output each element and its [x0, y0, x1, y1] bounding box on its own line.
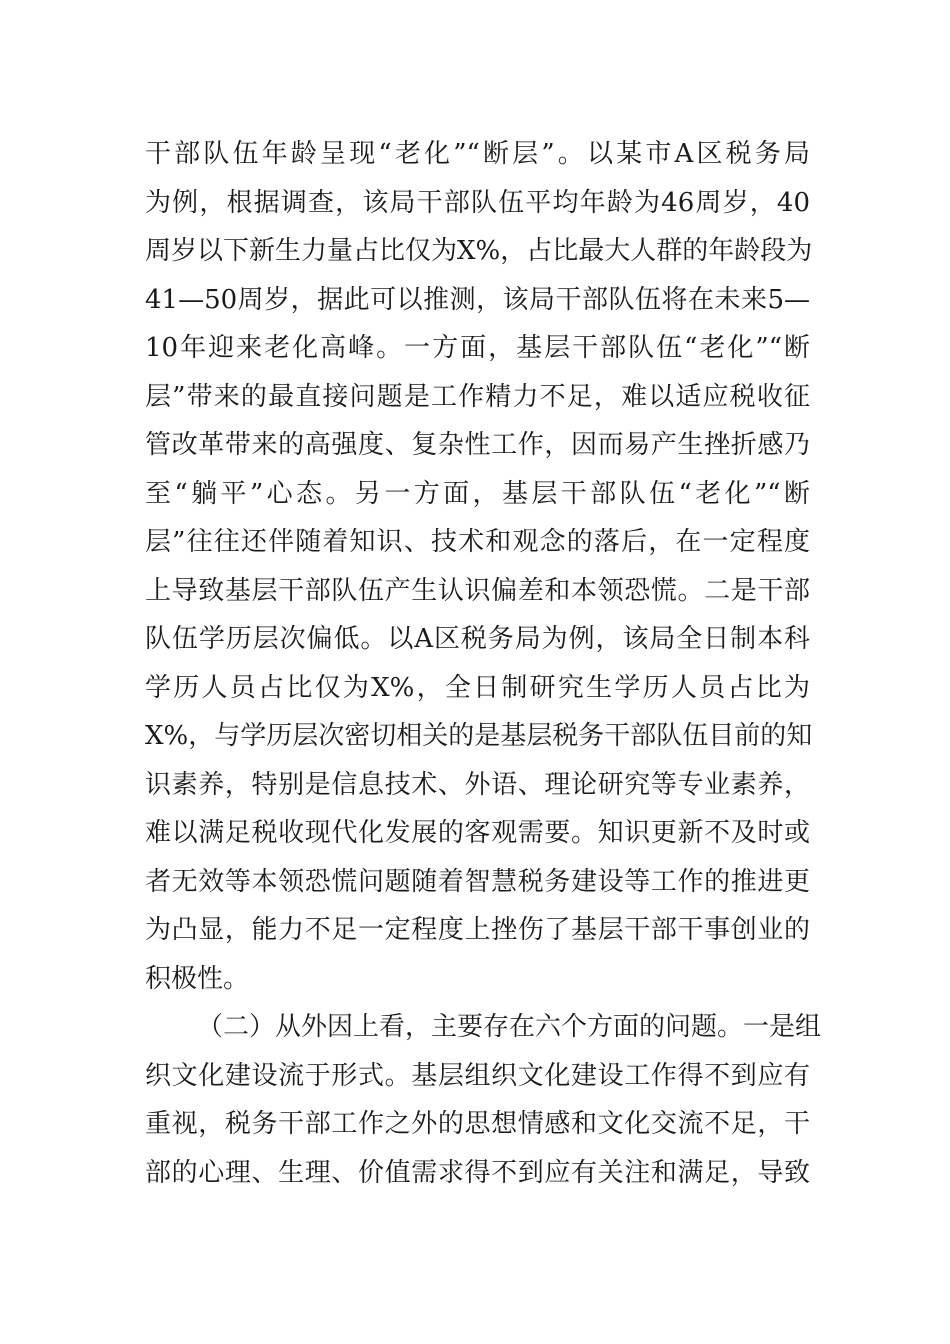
text-line: 积极性。	[145, 963, 250, 994]
body-text	[145, 130, 822, 1197]
text-line: 识素养，特别是信息技术、外语、理论研究等专业素养，	[145, 769, 810, 800]
paragraph-1	[145, 130, 813, 1003]
text-line: 为例，根据调查，该局干部队伍平均年龄为46周岁，40	[145, 187, 810, 218]
text-line: （二）从外因上看，主要存在六个方面的问题。一是组	[197, 1012, 822, 1042]
text-line: 至“躺平”心态。另一方面，基层干部队伍“老化”“断	[145, 478, 810, 509]
text-line: 队伍学历层次偏低。以A区税务局为例，该局全日制本科	[145, 624, 810, 654]
text-line: 周岁以下新生力量占比仅为X%，占比最大人群的年龄段为	[145, 236, 813, 266]
text-line: 织文化建设流于形式。基层组织文化建设工作得不到应有	[145, 1060, 810, 1091]
text-line: 部的心理、生理、价值需求得不到应有关注和满足，导致	[145, 1157, 810, 1188]
text-line: 干部队伍年龄呈现“老化”“断层”。以某市A区税务局	[145, 139, 810, 169]
text-line: X%，与学历层次密切相关的是基层税务干部队伍目前的知	[145, 721, 813, 751]
text-line: 学历人员占比仅为X%，全日制研究生学历人员占比为	[145, 672, 810, 703]
text-line: 为凸显，能力不足一定程度上挫伤了基层干部干事创业的	[145, 915, 810, 945]
text-line: 层”带来的最直接问题是工作精力不足，难以适应税收征	[145, 381, 810, 412]
paragraph-2	[145, 1003, 822, 1197]
text-line: 层”往往还伴随着知识、技术和观念的落后，在一定程度	[145, 527, 810, 557]
text-line: 者无效等本领恐慌问题随着智慧税务建设等工作的推进更	[145, 866, 810, 897]
text-line: 重视，税务干部工作之外的思想情感和文化交流不足，干	[145, 1109, 810, 1139]
text-line: 上导致基层干部队伍产生认识偏差和本领恐慌。二是干部	[145, 575, 810, 606]
text-line: 管改革带来的高强度、复杂性工作，因而易产生挫折感乃	[145, 430, 810, 460]
text-line: 难以满足税收现代化发展的客观需要。知识更新不及时或	[145, 818, 810, 848]
text-line: 41—50周岁，据此可以推测，该局干部队伍将在未来5—	[145, 284, 810, 315]
text-line: 10年迎来老化高峰。一方面，基层干部队伍“老化”“断	[145, 333, 810, 363]
